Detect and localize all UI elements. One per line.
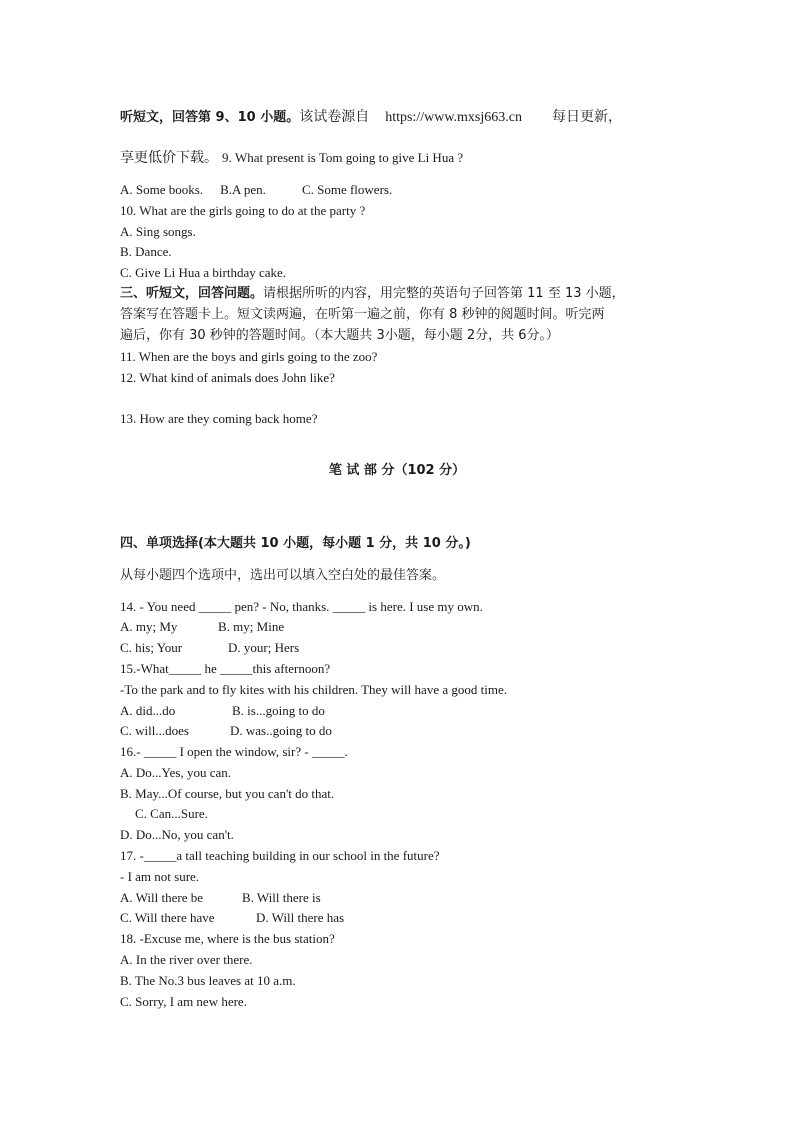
- q9-options: [120, 182, 392, 198]
- q15-options-row-1: [120, 703, 325, 719]
- q14-options-row-2: [120, 640, 299, 656]
- question-10: 10. What are the girls going to do at the party ?: [120, 203, 366, 218]
- q10-option-a: A. Sing songs.: [120, 224, 196, 239]
- question-11: 11. When are the boys and girls going to the zoo?: [120, 349, 378, 364]
- q16-option-d: D. Do...No, you can't.: [120, 827, 234, 842]
- part3-line-1: [120, 286, 625, 302]
- part3-instruction-1: 请根据所听的内容，用完整的英语句子回答第 11 至 13 小题，: [263, 286, 625, 301]
- q14-option-a: A. my; My: [120, 619, 178, 634]
- question-18: 18. -Excuse me, where is the bus station?: [120, 931, 335, 946]
- question-14: 14. - You need _____ pen? - No, thanks. _____ is here. I use my own.: [120, 599, 483, 614]
- q15-option-a: A. did...do: [120, 703, 176, 718]
- question-12: 12. What kind of animals does John like?: [120, 370, 335, 385]
- q16-option-b: B. May...Of course, but you can't do that.: [120, 786, 335, 801]
- q17-options-row-2: [120, 910, 344, 926]
- q10-option-b: B. Dance.: [120, 244, 172, 259]
- question-16: 16.- _____ I open the window, sir? - _____.: [120, 744, 348, 759]
- part4-instruction: 从每小题四个选项中，选出可以填入空白处的最佳答案。: [120, 568, 446, 583]
- q18-option-c: C. Sorry, I am new here.: [120, 994, 247, 1009]
- part4-heading: 四、单项选择(本大题共 10 小题，每小题 1 分，共 10 分。): [120, 536, 471, 551]
- source-url: https://www.mxsj663.cn: [385, 110, 522, 125]
- q14-option-c: C. his; Your: [120, 640, 183, 655]
- q17-option-b: B. Will there is: [242, 890, 321, 905]
- listening-line-2: [120, 150, 463, 166]
- q15-options-row-2: [120, 723, 332, 739]
- listening-heading-line: [120, 109, 622, 126]
- q14-option-b: B. my; Mine: [218, 619, 285, 634]
- q9-option-c: C. Some flowers.: [301, 182, 393, 197]
- question-15-answer: -To the park and to fly kites with his children. They will have a good time.: [120, 682, 507, 697]
- q14-option-d: D. your; Hers: [228, 640, 300, 655]
- q15-option-c: C. will...does: [120, 723, 189, 738]
- part3-instruction-3: 遍后，你有 30 秒钟的答题时间。（本大题共 3小题，每小题 2分，共 6分。）: [120, 328, 560, 343]
- q17-option-a: A. Will there be: [120, 890, 203, 905]
- question-15: 15.-What_____ he _____this afternoon?: [120, 661, 331, 676]
- source-prefix: 该试卷源自: [299, 109, 370, 125]
- question-9: 9. What present is Tom going to give Li Hua ?: [222, 150, 464, 165]
- q18-option-a: A. In the river over there.: [120, 952, 253, 967]
- part3-heading: 三、听短文，回答问题。: [120, 286, 264, 301]
- listening-heading: 听短文，回答第 9、10 小题。: [120, 110, 300, 125]
- q18-option-b: B. The No.3 bus leaves at 10 a.m.: [120, 973, 296, 988]
- part3-instruction-2: 答案写在答题卡上。短文读两遍，在听第一遍之前，你有 8 秒钟的阅题时间。听完两: [120, 307, 605, 322]
- written-section-title: 笔 试 部 分（102 分）: [328, 463, 466, 478]
- q9-option-a: A. Some books.: [120, 182, 204, 197]
- question-17: 17. -_____a tall teaching building in our school in the future?: [120, 848, 440, 863]
- q9-option-b: B.A pen.: [220, 182, 266, 197]
- q17-option-c: C. Will there have: [120, 910, 215, 925]
- q15-option-b: B. is...going to do: [232, 703, 325, 718]
- q15-option-d: D. was..going to do: [230, 723, 332, 738]
- source-suffix: 每日更新，: [551, 109, 622, 125]
- q16-option-a: A. Do...Yes, you can.: [120, 765, 231, 780]
- source-line2: 享更低价下载。: [120, 150, 218, 166]
- q16-option-c: C. Can...Sure.: [135, 806, 208, 821]
- question-17-answer: - I am not sure.: [120, 869, 200, 884]
- q10-option-c: C. Give Li Hua a birthday cake.: [120, 265, 287, 280]
- question-13: 13. How are they coming back home?: [120, 411, 318, 426]
- q17-option-d: D. Will there has: [256, 910, 345, 925]
- q14-options-row-1: [120, 619, 284, 635]
- q17-options-row-1: [120, 890, 321, 906]
